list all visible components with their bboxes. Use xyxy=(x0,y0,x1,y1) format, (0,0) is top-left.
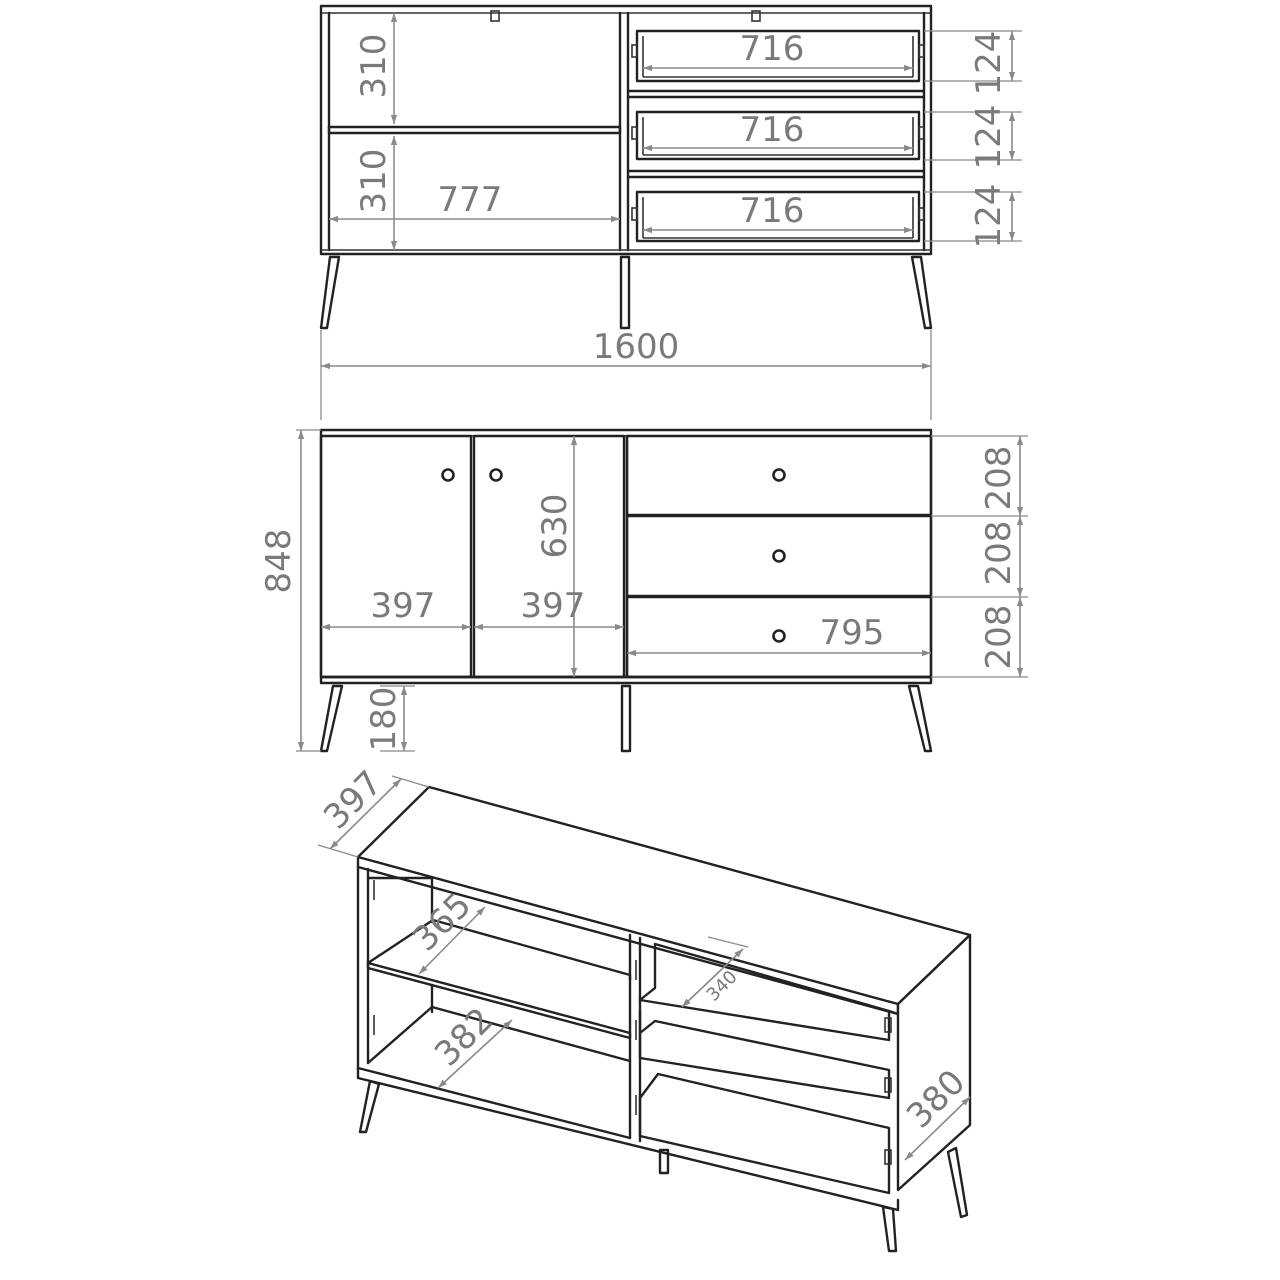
leg xyxy=(360,1081,379,1132)
dim-door-width: 397 xyxy=(520,586,586,626)
knob-icon xyxy=(774,470,785,481)
front-view-open xyxy=(321,6,1022,328)
leg xyxy=(321,686,342,751)
dim-drawer-side-depth: 380 xyxy=(899,1062,974,1137)
dim-compartment-width: 777 xyxy=(437,180,503,220)
leg xyxy=(321,257,339,328)
dim-drawer-height: 124 xyxy=(969,183,1009,249)
dim-drawer-height: 124 xyxy=(969,30,1009,96)
dim-leg-height: 180 xyxy=(364,686,404,752)
dim-total-width: 1600 xyxy=(592,327,680,367)
leg xyxy=(883,1207,896,1251)
dim-depth: 397 xyxy=(316,763,391,838)
dim-drawer-front-width: 795 xyxy=(819,613,885,653)
dim-drawer-inner-width: 716 xyxy=(739,29,805,69)
drawer-box-2 xyxy=(640,1021,889,1098)
dim-drawer-front-height: 208 xyxy=(979,520,1019,586)
dim-shelf-height-lower: 310 xyxy=(354,148,394,214)
leg xyxy=(621,257,629,328)
front-view-closed xyxy=(259,430,1028,751)
shelf xyxy=(329,127,620,133)
dim-drawer-inner-width: 716 xyxy=(739,110,805,150)
leg xyxy=(622,686,630,751)
knob-icon xyxy=(491,470,502,481)
leg xyxy=(912,257,931,328)
knob-icon xyxy=(443,470,454,481)
dim-drawer-front-height: 208 xyxy=(979,604,1019,670)
dim-shelf-height-upper: 310 xyxy=(354,33,394,99)
dim-shelf-depth-upper: 365 xyxy=(405,885,480,960)
knob-icon xyxy=(774,631,785,642)
carcass-outline xyxy=(321,6,931,254)
dim-drawer-inner-width: 716 xyxy=(739,191,805,231)
dim-drawer-front-height: 208 xyxy=(979,445,1019,511)
dim-door-height: 630 xyxy=(535,493,575,559)
dim-shelf-depth-lower: 382 xyxy=(427,1000,502,1075)
knob-icon xyxy=(774,551,785,562)
dim-drawer-depth: 340 xyxy=(702,966,742,1006)
dim-drawer-height: 124 xyxy=(969,104,1009,170)
dim-door-width: 397 xyxy=(370,586,436,626)
leg xyxy=(909,686,931,751)
leg xyxy=(948,1148,967,1217)
overall-width-dimension xyxy=(321,327,931,420)
dim-total-height: 848 xyxy=(259,528,299,594)
perspective-view xyxy=(316,763,973,1251)
